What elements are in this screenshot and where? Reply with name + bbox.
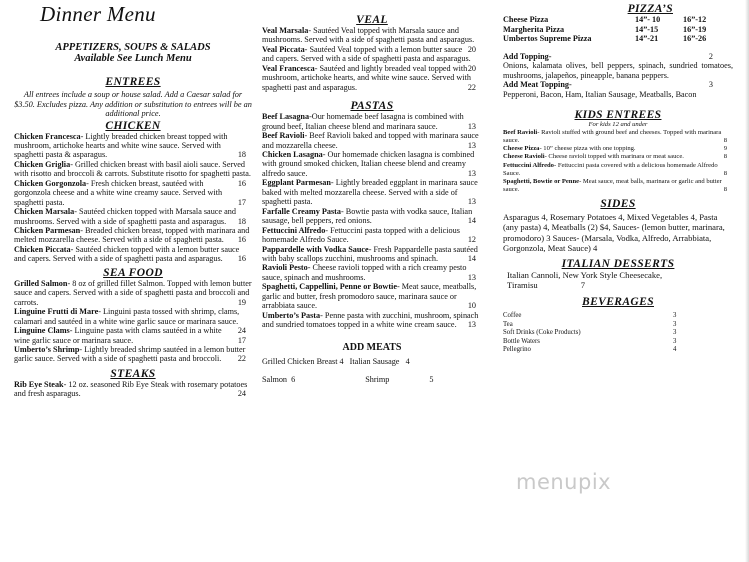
item-price: 13	[467, 140, 476, 150]
item-description: - Beef Ravioli baked and topped with marinara sauce and mozzarella cheese.	[262, 131, 479, 150]
item-name: Chicken Parmesan	[14, 226, 81, 236]
pizza-price-14: 14”-21	[635, 34, 659, 44]
item-price: 18	[237, 150, 246, 160]
menu-item	[262, 245, 482, 264]
item-price: 10	[467, 301, 476, 311]
menu-title: Dinner Menu	[40, 2, 156, 26]
beverage-name: Bottle Waters	[503, 337, 540, 345]
menu-item	[262, 150, 482, 178]
item-name: Fettuccini Alfredo	[503, 161, 554, 169]
pastas-heading: PASTAS	[350, 100, 394, 113]
item-name: Eggplant Parmesan	[262, 178, 331, 188]
left-column	[14, 0, 252, 399]
add-meat-name: Shrimp	[365, 375, 390, 385]
beverage-name: Pellegrino	[503, 345, 531, 353]
pizza-row	[503, 15, 733, 25]
item-price: 13	[467, 121, 476, 131]
item-description: - Meat sauce, meat balls, marinara or garlic and butter sauce.	[503, 177, 722, 193]
item-description: - Cheese ravioli topped with a rich creamy pesto sauce, spinach and mushrooms.	[262, 263, 467, 282]
desserts-text	[503, 270, 733, 291]
add-topping-price: 2	[708, 51, 713, 61]
item-name: Linguine Clams	[14, 326, 70, 336]
menupix-watermark: menupix	[516, 470, 612, 494]
item-description: - Ravioli stuffed with ground beef and cheeses. Topped with marinara sauce.	[503, 129, 722, 145]
beverage-price: 3	[673, 337, 677, 345]
add-meat-price: 6	[291, 375, 296, 385]
item-description: - Linguini pasta tossed with shrimp, clams, calamari and sautéed in a white wine garlic sauce or marinara sauce.	[14, 307, 240, 326]
add-meat-name: Grilled Chicken Breast	[262, 356, 338, 366]
beverage-name: Soft Drinks (Coke Products)	[503, 329, 581, 337]
item-description: - Cheese ravioli topped with marinara or meat sauce.	[544, 153, 684, 161]
item-price: 8	[723, 137, 727, 145]
item-description: - Sautéed chicken topped with a lemon butter sauce and capers. Served with a side of spaghetti pasta and asparagus.	[14, 244, 240, 264]
item-price: 16	[237, 254, 246, 264]
pizza-price-14: 14”- 10	[635, 15, 661, 24]
menu-item	[14, 380, 252, 399]
menu-item	[262, 263, 482, 282]
item-price: 9	[723, 145, 727, 153]
item-price: 16	[237, 178, 246, 188]
item-price: 8	[723, 185, 727, 193]
menu-item	[14, 179, 252, 207]
entrees-heading: ENTREES	[105, 76, 161, 88]
pizza-row	[503, 34, 733, 44]
add-meats-row-2	[262, 375, 482, 385]
pizza-name: Umbertos Supreme Pizza	[503, 34, 592, 44]
entrees-note: All entrees include a soup or house salad. Add a Caesar salad for $3.50. Excludes pizza. Any addition or substitution to entrees will be an additional price.	[14, 90, 252, 118]
seafood-heading: SEA FOOD	[103, 266, 163, 279]
appetizers-subheading: Available See Lunch Menu	[74, 53, 192, 64]
item-price: 20	[467, 44, 476, 54]
item-name: Cheese Ravioli	[503, 153, 545, 161]
item-name: Beef Ravioli	[262, 131, 305, 141]
beverage-price: 3	[673, 312, 677, 320]
desserts-price: 7	[580, 279, 585, 290]
menu-item	[262, 207, 482, 226]
item-name: Veal Francesca	[262, 63, 315, 73]
item-description: - 8 oz of grilled fillet Salmon. Topped with lemon butter sauce and capers. Served with a side of spaghetti pasta and broccoli and carrots.	[14, 278, 252, 307]
item-description: - 10” cheese pizza with one topping.	[539, 145, 636, 153]
item-name: Spaghetti, Bowtie or Penne	[503, 177, 580, 185]
menu-item	[262, 64, 482, 92]
item-price: 22	[467, 82, 476, 92]
beverage-price: 3	[673, 320, 677, 328]
menu-item	[14, 226, 252, 245]
pizza-name: Cheese Pizza	[503, 15, 549, 24]
sides-heading: SIDES	[600, 197, 636, 210]
item-description: - Fettuccini pasta topped with a delicious homemade Alfredo Sauce.	[262, 225, 460, 245]
item-price: 20	[467, 63, 476, 73]
item-price: 14	[467, 216, 476, 226]
item-name: Veal Piccata	[262, 44, 305, 54]
pizzas-heading: PIZZA’S	[627, 3, 673, 15]
menu-item	[262, 226, 482, 245]
item-description: - Lightly breaded shrimp sautéed in a lemon butter garlic sauce. Served with a side of spaghetti pasta and broccoli.	[14, 345, 246, 364]
pizza-name: Margherita Pizza	[503, 24, 565, 34]
item-name: Umberto’s Shrimp	[14, 345, 80, 355]
page-edge-shadow	[745, 0, 749, 562]
kids-heading: KIDS ENTREES	[574, 109, 662, 122]
item-name: Umberto’s Pasta	[262, 310, 321, 320]
beverage-row	[503, 338, 733, 346]
appetizers-heading: APPETIZERS, SOUPS & SALADS	[55, 42, 211, 53]
item-price: 17	[237, 335, 246, 345]
item-description: - Bowtie pasta with vodka sauce, Italian sausage, bell peppers, red onions.	[262, 206, 473, 226]
item-price: 12	[467, 235, 476, 245]
add-meat-topping-line	[503, 80, 733, 89]
item-name: Linguine Frutti di Mare	[14, 307, 99, 317]
item-price: 24	[237, 389, 246, 399]
beverage-price: 3	[673, 329, 677, 337]
pizza-price-16: 16”-12	[683, 15, 707, 24]
item-price: 16	[237, 235, 246, 245]
item-price: 13	[467, 168, 476, 178]
pizza-row	[503, 25, 733, 35]
menu-item	[262, 131, 482, 150]
item-name: Ravioli Pesto	[262, 263, 308, 273]
item-name: Beef Ravioli	[503, 129, 538, 137]
item-description: - Lightly breaded eggplant in marinara sauce baked with melted mozzarella cheese. Served with a side of spaghetti pasta.	[262, 178, 478, 207]
kids-item	[503, 153, 733, 161]
desserts-heading: ITALIAN DESSERTS	[561, 257, 675, 270]
item-price: 8	[723, 153, 727, 161]
kids-item	[503, 129, 733, 145]
seafood-list	[14, 279, 252, 364]
beverage-row	[503, 321, 733, 329]
item-description: - Fresh chicken breast, sautéed with gorgonzola cheese and a white wine creamy sauce. Served with spaghetti pasta.	[14, 178, 223, 207]
kids-list	[503, 129, 733, 194]
beverages-heading: BEVERAGES	[582, 296, 654, 309]
menu-item	[14, 245, 252, 264]
kids-item	[503, 162, 733, 178]
item-price: 22	[237, 354, 246, 364]
pastas-list	[262, 112, 482, 329]
item-description: - Fettuccini pasta covered with a delicious homemade Alfredo Sauce.	[503, 161, 718, 177]
chicken-list	[14, 132, 252, 264]
add-meats-heading: ADD MEATS	[342, 341, 402, 353]
item-price: 18	[237, 216, 246, 226]
item-price: 13	[467, 320, 476, 330]
item-description: - Grilled chicken breast with basil aioli sauce. Served with risotto and broccoli & carrots. Substitute risotto for spaghetti pasta.	[14, 159, 251, 179]
kids-note: For kids 12 and under	[588, 121, 648, 129]
pizza-price-16: 16”-26	[683, 34, 707, 44]
steaks-list	[14, 380, 252, 399]
item-name: Grilled Salmon	[14, 278, 68, 288]
add-topping-line	[503, 52, 733, 61]
chicken-heading: CHICKEN	[105, 119, 161, 132]
add-meat-price: 4	[339, 356, 344, 366]
item-price: 13	[467, 272, 476, 282]
add-meat-topping-desc: Pepperoni, Bacon, Ham, Italian Sausage, Meatballs, Bacon	[503, 89, 697, 99]
item-name: Chicken Francesca	[14, 131, 81, 141]
veal-list	[262, 26, 482, 92]
beverage-price: 4	[673, 345, 677, 353]
beverage-row	[503, 346, 733, 354]
item-name: Chicken Lasagna	[262, 149, 323, 159]
steaks-heading: STEAKS	[110, 367, 156, 380]
item-price: 17	[237, 197, 246, 207]
menu-item	[262, 178, 482, 206]
item-name: Beef Lasagna	[262, 112, 310, 122]
item-description: - Sautéed Veal topped with a lemon butter sauce and capers. Served with a side of spaghetti pasta and asparagus.	[262, 44, 471, 64]
menu-item	[14, 132, 252, 160]
menu-item	[14, 345, 252, 364]
pizza-price-16: 16”-19	[683, 24, 707, 34]
menu-item	[262, 282, 482, 310]
menu-item	[14, 279, 252, 307]
item-description: - Lightly breaded chicken breast topped with mushroom, artichoke hearts and white wine sauce. Served with spaghetti pasta & asparagus.	[14, 131, 228, 160]
item-name: Spaghetti, Cappellini, Penne or Bowtie	[262, 282, 397, 292]
beverage-row	[503, 312, 733, 320]
item-name: Rib Eye Steak	[14, 379, 64, 389]
beverage-name: Coffee	[503, 312, 522, 320]
middle-column	[262, 0, 482, 385]
item-price: 24	[237, 326, 246, 336]
item-description: - 12 oz. seasoned Rib Eye Steak with rosemary potatoes and fresh asparagus.	[14, 379, 248, 399]
item-description: - Linguine pasta with clams sautéed in a white wine garlic sauce or marinara sauce.	[14, 326, 222, 345]
add-topping-label: Add Topping-	[503, 51, 552, 61]
add-meat-name: Italian Sausage	[349, 356, 400, 366]
item-price: 14	[467, 253, 476, 263]
item-name: Cheese Pizza	[503, 145, 540, 153]
add-meat-topping-price: 3	[708, 80, 713, 90]
item-name: Chicken Gorgonzola	[14, 178, 87, 188]
item-description: - Penne pasta with zucchini, mushroom, spinach and sundried tomatoes topped in a white wine cream sauce.	[262, 310, 479, 330]
item-description: - Sautéed chicken topped with Marsala sauce and mushrooms. Served with a side of spaghetti pasta and asparagus.	[14, 207, 236, 226]
menu-item	[262, 311, 482, 330]
kids-item	[503, 145, 733, 153]
add-meat-price: 5	[429, 375, 434, 385]
item-name: Farfalle Creamy Pasta	[262, 206, 341, 216]
add-meat-name: Salmon	[262, 375, 288, 385]
menu-item	[14, 207, 252, 226]
item-price: 19	[237, 297, 246, 307]
sides-text: Asparagus 4, Rosemary Potatoes 4, Mixed Vegetables 4, Pasta (any pasta) 4, Meatballs (2) $4, Sauces- (lemon butter, marinara, promodoro) 3 Sauces- (Marsala, Vodka, Alfredo, Arrabbiata, Gorgonzola, Meat Sauce) 4	[503, 211, 725, 254]
item-price: 13	[467, 197, 476, 207]
add-meat-topping-label: Add Meat Topping-	[503, 80, 572, 90]
item-name: Chicken Griglia	[14, 159, 71, 169]
beverages-list	[503, 312, 733, 354]
add-meats-row-1	[262, 357, 482, 367]
item-description: - Sautéed Veal topped with Marsala sauce and mushrooms. Served with a side of spaghetti pasta and asparagus.	[262, 26, 475, 45]
item-name: Chicken Piccata	[14, 244, 71, 254]
item-description: - Breaded chicken breast, topped with marinara and melted mozzarella cheese. Served with a side of spaghetti pasta.	[14, 226, 250, 245]
item-description: -Our homemade beef lasagna is combined with ground beef, Italian cheese blend and marinara sauce.	[262, 112, 464, 131]
beverage-name: Tea	[503, 320, 513, 328]
beverage-row	[503, 329, 733, 337]
desserts-items: Italian Cannoli, New York Style Cheesecake, Tiramisu	[507, 269, 663, 290]
item-name: Chicken Marsala	[14, 207, 75, 217]
item-description: - Our homemade chicken lasagna is combined with ground smoked chicken, Italian cheese blend and creamy alfredo sauce.	[262, 149, 475, 178]
item-name: Veal Marsala	[262, 26, 309, 35]
item-description: - Sautéed and lightly breaded veal topped with mushroom, artichoke hearts, and white wine sauce. Served with spaghetti past and asparagus.	[262, 63, 471, 92]
item-name: Fettuccini Alfredo	[262, 225, 326, 235]
item-description: - Meat sauce, meatballs, garlic and butter, fresh promodoro sauce, marinara sauce or arrabbiata sauce.	[262, 282, 477, 311]
veal-heading: VEAL	[356, 14, 388, 26]
right-column	[503, 0, 733, 354]
item-price: 8	[723, 169, 727, 177]
add-meat-price: 4	[405, 356, 410, 366]
kids-item	[503, 178, 733, 194]
add-topping-desc: Onions, kalamata olives, bell peppers, spinach, sundried tomatoes, mushrooms, jalapeños, pineapple, banana peppers.	[503, 61, 733, 80]
pizza-price-14: 14”-15	[635, 24, 659, 34]
pizza-list	[503, 15, 733, 44]
item-description: - Fresh Pappardelle pasta sautéed with baby scallops zucchini, mushrooms and spinach.	[262, 244, 478, 263]
menu-item	[14, 326, 252, 345]
item-name: Pappardelle with Vodka Sauce	[262, 244, 369, 254]
menu-item	[262, 112, 482, 131]
